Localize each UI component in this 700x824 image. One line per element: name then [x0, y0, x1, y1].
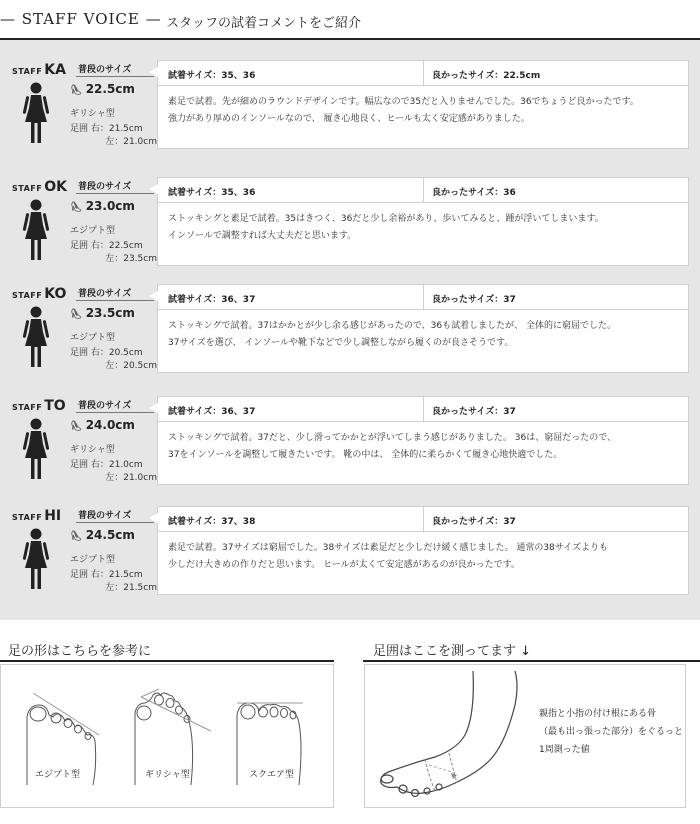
staff-code: TO: [44, 398, 66, 414]
callout-arrow: [149, 403, 158, 413]
staff-label: STAFF TO: [12, 398, 66, 414]
usual-size-label: 普段のサイズ: [78, 289, 132, 299]
comment-text: ストッキングと素足で試着。35はきつく、36だと少し余裕があり、歩いてみると、踵が浮いてしまいます。 インソールで調整すれば大丈夫だと思います。: [168, 214, 604, 241]
foot-shape-rule: [0, 660, 334, 662]
foot-type: ギリシャ型: [70, 445, 115, 455]
foot-circumference-right: 足囲 右：20.5cm: [70, 348, 143, 358]
foot-type: エジプト型: [70, 333, 116, 343]
tried-sizes: 試着サイズ：35、36: [168, 71, 256, 81]
woman-icon: [22, 306, 50, 368]
good-size: 良かったサイズ：36: [432, 188, 516, 198]
tried-sizes: 試着サイズ：37、38: [168, 517, 256, 527]
foot-shape-title: 足の形はこちらを参考に: [8, 644, 152, 659]
staff-panel: [0, 40, 700, 620]
comment-card: [157, 60, 689, 149]
woman-icon: [22, 528, 50, 590]
shoe-icon: 👠︎: [70, 309, 83, 320]
usual-size-underline: [76, 76, 154, 77]
staff-profile: [12, 177, 157, 277]
usual-size-label: 普段のサイズ: [78, 511, 132, 521]
staff-label: STAFF KO: [12, 286, 67, 302]
usual-size-value: 👠︎ 24.0cm: [70, 418, 135, 432]
foot-circumference-right: 足囲 右：21.5cm: [70, 124, 143, 134]
usual-size-label: 普段のサイズ: [78, 65, 132, 75]
shoe-icon: 👠︎: [70, 202, 83, 213]
staff-label: STAFF KA: [12, 62, 66, 78]
tried-sizes: 試着サイズ：35、36: [168, 188, 256, 198]
comment-text: 素足で試着。37サイズは窮屈でした。38サイズは素足だと少しだけ緩く感じました。 通常の38サイズよりも 少しだけ大きめの作りだと思います。 ヒールが太くて安定感があるのが良かったです。: [168, 543, 609, 570]
callout-arrow: [149, 184, 158, 194]
staff-profile: [12, 60, 157, 160]
comment-card: [157, 396, 689, 485]
staff-code: KA: [44, 62, 66, 78]
usual-size-value: 👠︎ 23.5cm: [70, 306, 135, 320]
foot-type: ギリシャ型: [70, 109, 115, 119]
foot-measure-illustration: [365, 665, 535, 809]
usual-size-underline: [76, 300, 154, 301]
comment-text: ストッキングで試着。37だと、少し滑ってかかとが浮いてしまう感じがありました。 36は、窮屈だったので、 37をインソールを調整して履きたいです。 靴の中は、 全体的に柔らかくて履き心地快適でした。: [168, 433, 617, 460]
card-header: [158, 178, 688, 203]
shoe-icon: 👠︎: [70, 531, 83, 542]
comment-card: [157, 506, 689, 595]
card-header: [158, 507, 688, 532]
measure-description: 親指と小指の付け根にある骨 （最も出っ張った部分）をぐるっと 1周測った値: [539, 709, 684, 755]
good-size: 良かったサイズ：37: [432, 407, 516, 417]
staff-label: STAFF HI: [12, 508, 62, 524]
foot-shapes-illustration: [1, 665, 335, 809]
staff-label: STAFF OK: [12, 179, 67, 195]
usual-size-label: 普段のサイズ: [78, 401, 132, 411]
shoe-icon: 👠︎: [70, 85, 83, 96]
woman-icon: [22, 418, 50, 480]
comment-card: [157, 177, 689, 266]
usual-size-underline: [76, 412, 154, 413]
foot-shape-box: [0, 664, 334, 808]
staff-code: KO: [44, 286, 67, 302]
comment-card: [157, 284, 689, 373]
good-size: 良かったサイズ：22.5cm: [432, 71, 541, 81]
good-size: 良かったサイズ：37: [432, 517, 516, 527]
card-header: [158, 397, 688, 422]
foot-circumference-left: 左：20.5cm: [105, 361, 157, 371]
callout-arrow: [149, 513, 158, 523]
woman-icon: [22, 82, 50, 144]
comment-text: ストッキングで試着。37はかかとが少し余る感じがあったので、36も試着しましたが、 全体的に窮屈でした。 37サイズを選び、 インソールや靴下などで少し調整しながら履くのが良さそうです。: [168, 321, 616, 348]
callout-arrow: [149, 67, 158, 77]
card-header: [158, 61, 688, 86]
tried-sizes: 試着サイズ：36、37: [168, 295, 256, 305]
square-label: スクエア型: [249, 770, 294, 780]
foot-type: エジプト型: [70, 555, 116, 565]
comment-text: 素足で試着。先が細めのラウンドデザインです。幅広なので35だと入りませんでした。36でちょうど良かったです。 強力があり厚めのインソールなので、 履き心地良く、ヒールも太く安定感がありました。: [168, 97, 639, 124]
usual-size-underline: [76, 522, 154, 523]
usual-size-value: 👠︎ 22.5cm: [70, 82, 135, 96]
egyptian-label: エジプト型: [35, 770, 81, 780]
measure-rule: [363, 660, 700, 662]
usual-size-value: 👠︎ 24.5cm: [70, 528, 135, 542]
foot-circumference-left: 左：23.5cm: [105, 254, 157, 264]
usual-size-value: 👠︎ 23.0cm: [70, 199, 135, 213]
usual-size-underline: [76, 193, 154, 194]
measure-box: [364, 664, 686, 808]
staff-profile: [12, 506, 157, 606]
foot-circumference-right: 足囲 右：21.0cm: [70, 460, 143, 470]
shoe-icon: 👠︎: [70, 421, 83, 432]
header: [0, 0, 700, 40]
section-subtitle: スタッフの試着コメントをご紹介: [166, 16, 362, 31]
staff-code: OK: [44, 179, 67, 195]
staff-profile: [12, 284, 157, 384]
foot-circumference-right: 足囲 右：22.5cm: [70, 241, 143, 251]
callout-arrow: [149, 291, 158, 301]
foot-circumference-right: 足囲 右：21.5cm: [70, 570, 143, 580]
usual-size-label: 普段のサイズ: [78, 182, 132, 192]
foot-circumference-left: 左：21.0cm: [105, 137, 157, 147]
tried-sizes: 試着サイズ：36、37: [168, 407, 256, 417]
staff-code: HI: [44, 508, 62, 524]
measure-title: 足囲はここを測ってます ↓: [373, 644, 532, 659]
card-header: [158, 285, 688, 310]
greek-label: ギリシャ型: [145, 770, 190, 780]
section-title: — STAFF VOICE —: [0, 10, 162, 28]
woman-icon: [22, 199, 50, 261]
foot-type: エジプト型: [70, 226, 116, 236]
good-size: 良かったサイズ：37: [432, 295, 516, 305]
staff-profile: [12, 396, 157, 496]
foot-circumference-left: 左：21.0cm: [105, 473, 157, 483]
foot-circumference-left: 左：21.5cm: [105, 583, 157, 593]
